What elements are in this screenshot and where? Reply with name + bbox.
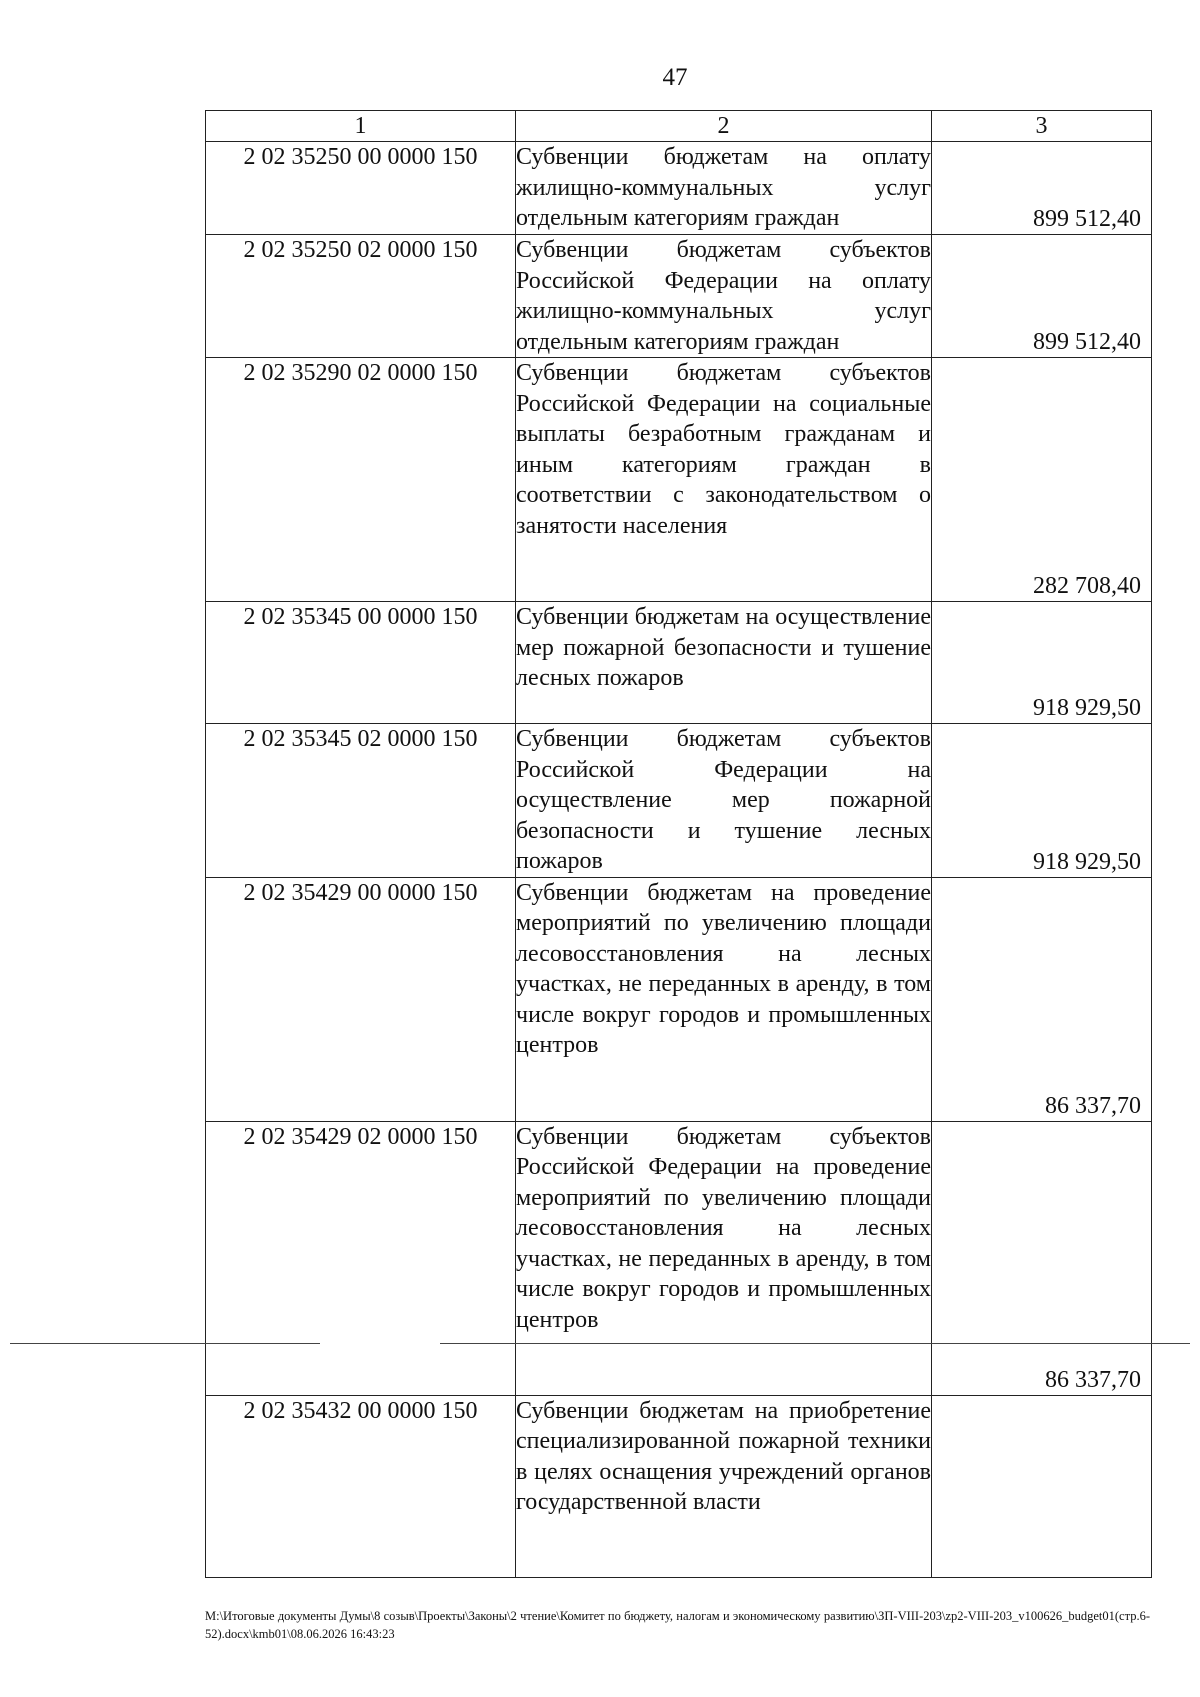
row-amount-cell [932,1395,1152,1577]
row-code: 2 02 35432 00 0000 150 [206,1395,516,1577]
table-row [206,602,1152,724]
row-description: Субвенции бюджетам субъектов Российской Федерации на оплату жилищно-коммунальных услуг отдельным категориям граждан [516,235,932,358]
file-path-footer: M:\Итоговые документы Думы\8 созыв\Проекты\Законы\2 чтение\Комитет по бюджету, налогам и экономическому развитию\ЗП-VIII-203\zp2-VIII-203_v100626_budget01(стр.6-52).docx\kmb01\08.06.2026 16:43:23 [205,1609,1150,1641]
row-amount: 282 708,40 [1033,573,1141,599]
table-row [206,877,1152,1121]
row-description: Субвенции бюджетам на осуществление мер пожарной безопасности и тушение лесных пожаров [516,602,932,724]
row-code: 2 02 35429 02 0000 150 [206,1121,516,1395]
row-amount-cell [932,142,1152,235]
table-row [206,142,1152,235]
column-header-3: 3 [932,111,1152,142]
column-header-2: 2 [516,111,932,142]
row-code: 2 02 35290 02 0000 150 [206,358,516,602]
row-amount-cell [932,877,1152,1121]
scan-artifact-line-right [440,1343,1190,1344]
table-row [206,724,1152,878]
row-amount: 918 929,50 [1033,848,1141,875]
scan-artifact-line-left [10,1343,320,1344]
row-code: 2 02 35250 00 0000 150 [206,142,516,235]
budget-table [205,110,1152,1578]
row-code: 2 02 35429 00 0000 150 [206,877,516,1121]
column-header-1: 1 [206,111,516,142]
row-amount-cell [932,1121,1152,1395]
table-row [206,1121,1152,1395]
table-header-row [206,111,1152,142]
row-amount-cell [932,724,1152,878]
page-number: 47 [662,64,688,91]
row-code: 2 02 35345 02 0000 150 [206,724,516,878]
row-amount: 899 512,40 [1033,206,1141,232]
row-amount-cell [932,358,1152,602]
row-description: Субвенции бюджетам субъектов Российской Федерации на осуществление мер пожарной безопасности и тушение лесных пожаров [516,724,932,878]
row-amount: 899 512,40 [1033,329,1141,355]
row-code: 2 02 35345 00 0000 150 [206,602,516,724]
row-description: Субвенции бюджетам субъектов Российской Федерации на социальные выплаты безработным гражданам и иным категориям граждан в соответствии с законодательством о занятости населения [516,358,932,602]
row-amount-cell [932,602,1152,724]
row-code: 2 02 35250 02 0000 150 [206,235,516,358]
table-row [206,1395,1152,1577]
row-description: Субвенции бюджетам на оплату жилищно-коммунальных услуг отдельным категориям граждан [516,142,932,235]
row-amount-cell [932,235,1152,358]
row-amount: 86 337,70 [1045,1092,1141,1119]
row-amount: 918 929,50 [1033,695,1141,721]
row-description: Субвенции бюджетам на приобретение специализированной пожарной техники в целях оснащения учреждений органов государственной власти [516,1395,932,1577]
table-row [206,358,1152,602]
row-description: Субвенции бюджетам на проведение мероприятий по увеличению площади лесовосстановления на лесных участках, не переданных в аренду, в том числе вокруг городов и промышленных центров [516,877,932,1121]
row-description: Субвенции бюджетам субъектов Российской Федерации на проведение мероприятий по увеличению площади лесовосстановления на лесных участках, не переданных в аренду, в том числе вокруг городов и промышленных центров [516,1121,932,1395]
row-amount: 86 337,70 [1045,1366,1141,1393]
table-row [206,235,1152,358]
